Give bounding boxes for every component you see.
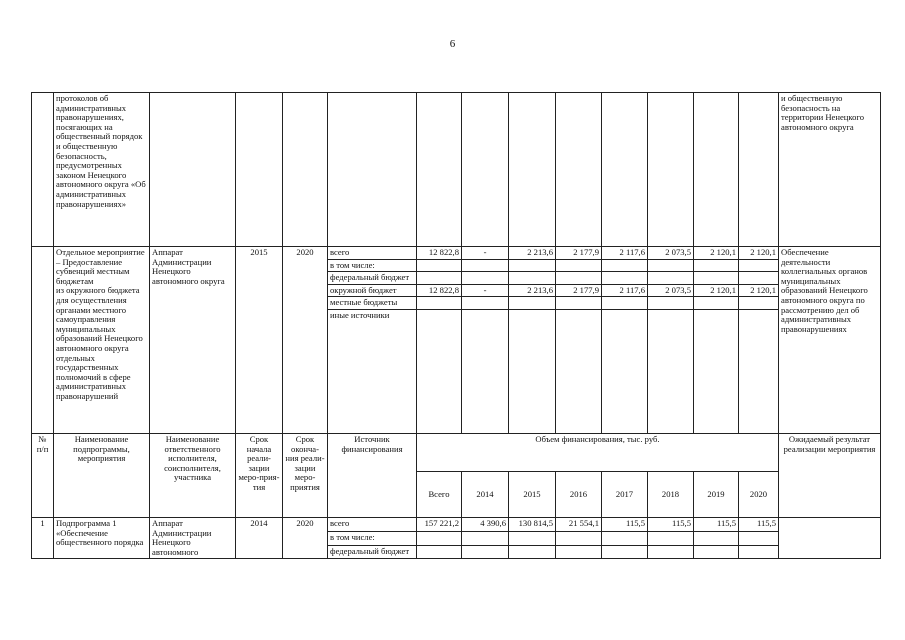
result-continuation: и общественную безопасность на территории Ненецкого автономного округа [779, 93, 881, 247]
sub-end-year: 2020 [283, 517, 328, 558]
header-year: 2015 [509, 471, 556, 517]
header-year: 2014 [462, 471, 509, 517]
source-label: федеральный бюджет [328, 272, 417, 285]
event-name-continuation: протоколов об административных правонарушениях, посягающих на общественный порядок и общественную безопасность, предусмотренных законом Ненецкого автономного округа «Об административных правонарушениях» [54, 93, 150, 247]
header-year: 2017 [602, 471, 648, 517]
source-label: местные бюджеты [328, 297, 417, 310]
value-cell: 115,5 [694, 517, 739, 531]
value-cell: 12 822,8 [417, 284, 462, 297]
value-cell: 2 117,6 [602, 247, 648, 260]
value-cell: 12 822,8 [417, 247, 462, 260]
header-result: Ожидаемый результат реализации мероприятия [779, 433, 881, 517]
sub-start-year: 2014 [236, 517, 283, 558]
event-end-year: 2020 [283, 247, 328, 434]
table-row-subprogram [32, 517, 881, 531]
value-cell: 2 073,5 [648, 284, 694, 297]
header-start: Срок начала реали-зации меро-прия-тия [236, 433, 283, 517]
source-label: федеральный бюджет [328, 545, 417, 559]
event-executor: Аппарат Администрации Ненецкого автономного округа [150, 247, 236, 434]
event-start-year: 2015 [236, 247, 283, 434]
table-row-event [32, 247, 881, 260]
table-row-continuation [32, 93, 881, 247]
value-cell: 157 221,2 [417, 517, 462, 531]
page-number: 6 [449, 38, 456, 50]
value-cell: 115,5 [739, 517, 779, 531]
value-cell: 115,5 [602, 517, 648, 531]
value-cell: 21 554,1 [556, 517, 602, 531]
value-cell: - [462, 284, 509, 297]
header-source: Источник финансирования [328, 433, 417, 517]
sub-num: 1 [32, 517, 54, 558]
table-header-row [32, 433, 881, 471]
source-label: всего [328, 517, 417, 531]
source-label: в том числе: [328, 531, 417, 545]
value-cell: - [462, 247, 509, 260]
header-year: 2018 [648, 471, 694, 517]
value-cell: 2 120,1 [739, 247, 779, 260]
value-cell: 2 213,6 [509, 284, 556, 297]
value-cell: 130 814,5 [509, 517, 556, 531]
header-year: 2019 [694, 471, 739, 517]
event-result: Обеспечение деятельности коллегиальных органов муниципальных образований Ненецкого автономного округа по рассмотрению дел об административных правонарушениях [779, 247, 881, 434]
value-cell: 2 120,1 [694, 247, 739, 260]
header-year: 2020 [739, 471, 779, 517]
header-volume: Объем финансирования, тыс. руб. [417, 433, 779, 471]
value-cell: 2 117,6 [602, 284, 648, 297]
header-year: 2016 [556, 471, 602, 517]
sub-name: Подпрограмма 1 «Обеспечение общественного порядка [54, 517, 150, 558]
value-cell: 2 120,1 [694, 284, 739, 297]
value-cell: 115,5 [648, 517, 694, 531]
value-cell: 2 120,1 [739, 284, 779, 297]
header-name: Наименование подпрограммы, мероприятия [54, 433, 150, 517]
header-executor: Наименование ответственного исполнителя, соисполнителя, участника [150, 433, 236, 517]
source-label: иные источники [328, 309, 417, 433]
source-label: окружной бюджет [328, 284, 417, 297]
value-cell: 2 073,5 [648, 247, 694, 260]
source-label: в том числе: [328, 259, 417, 272]
value-cell: 2 177,9 [556, 284, 602, 297]
program-table [31, 92, 881, 559]
header-num: № п/п [32, 433, 54, 517]
source-label: всего [328, 247, 417, 260]
value-cell: 2 213,6 [509, 247, 556, 260]
value-cell: 2 177,9 [556, 247, 602, 260]
header-end: Срок оконча-ния реали-зации меро-приятия [283, 433, 328, 517]
sub-executor: Аппарат Администрации Ненецкого автономного [150, 517, 236, 558]
value-cell: 4 390,6 [462, 517, 509, 531]
event-name: Отдельное мероприятие – Предоставление субвенций местным бюджетам из окружного бюджета для осуществления органами местного самоуправления муниципальных образований Ненецкого автономного округа отдельных государственных полномочий в сфере административных правонарушений [54, 247, 150, 434]
header-year: Всего [417, 471, 462, 517]
